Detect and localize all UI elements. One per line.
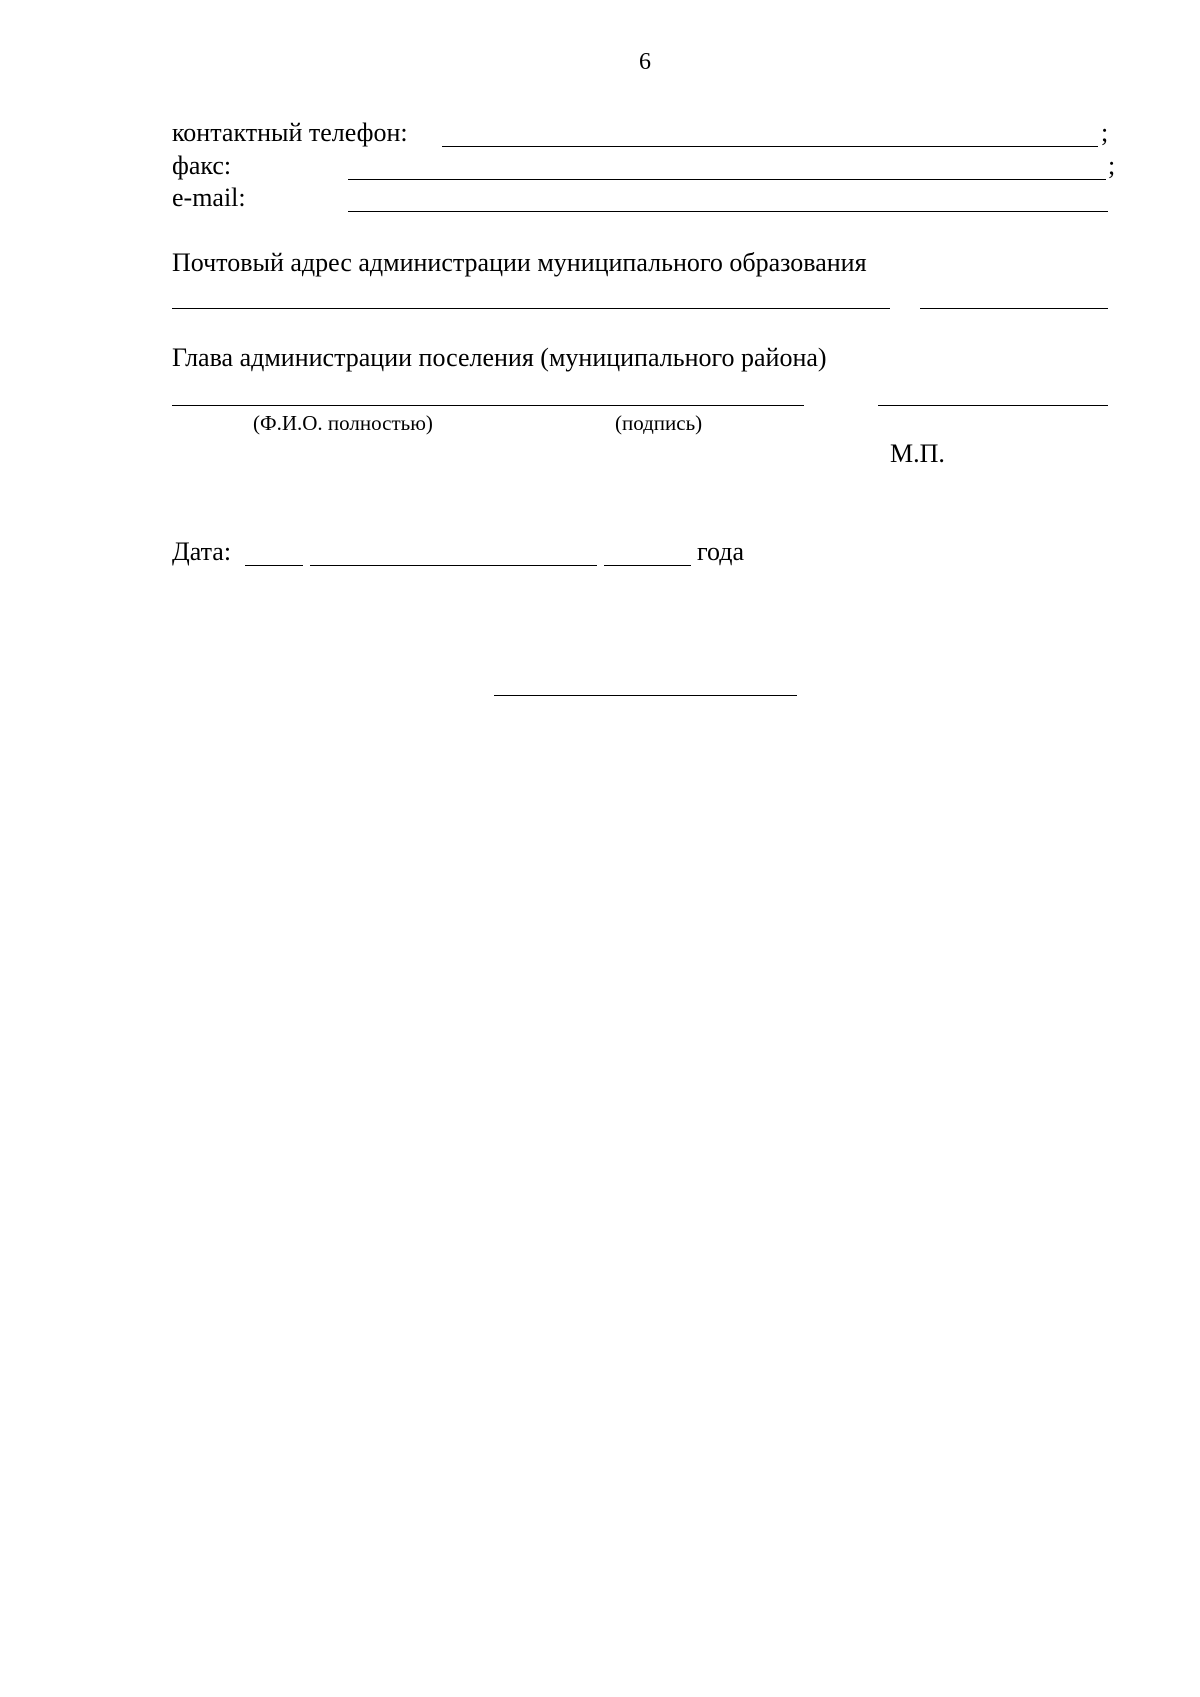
fax-label: факс: [172,151,232,180]
email-label: e-mail: [172,183,246,212]
fio-caption: (Ф.И.О. полностью) [253,411,433,435]
page-number: 6 [639,49,651,75]
head-fio-line[interactable] [172,405,804,406]
seal-label: М.П. [890,439,945,468]
fax-input-line[interactable] [348,179,1106,180]
date-month-line[interactable] [310,565,597,566]
postal-address-heading: Почтовый адрес администрации муниципального образования [172,248,867,277]
phone-input-line[interactable] [442,146,1098,147]
head-signature-line[interactable] [878,405,1108,406]
signature-caption: (подпись) [615,411,703,435]
date-year-line[interactable] [604,565,691,566]
date-label: Дата: [172,537,232,566]
postal-index-line[interactable] [920,308,1108,309]
phone-end-punctuation: ; [1101,118,1109,147]
email-input-line[interactable] [348,211,1108,212]
head-of-administration-heading: Глава администрации поселения (муниципального района) [172,343,827,372]
phone-label: контактный телефон: [172,118,408,147]
postal-address-line[interactable] [172,308,890,309]
date-year-suffix: года [697,537,745,566]
date-day-line[interactable] [245,565,303,566]
closing-separator-line [494,695,797,696]
fax-end-punctuation: ; [1108,151,1116,180]
